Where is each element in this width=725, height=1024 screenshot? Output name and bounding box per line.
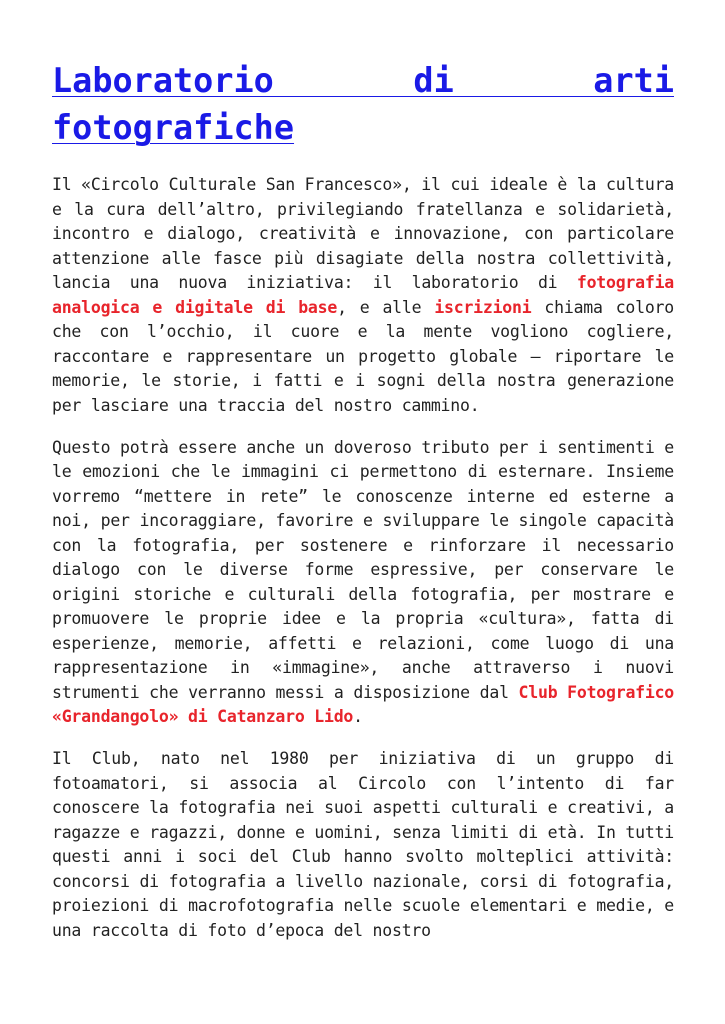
paragraph-1 [52,173,674,418]
highlight-iscrizioni[interactable]: iscrizioni [434,297,532,317]
highlight-fotografia-analogica[interactable]: fotografia analogica e digitale di base [52,273,674,317]
article [52,57,674,961]
article-title [52,57,674,151]
article-title-link[interactable]: Laboratorio di arti fotografiche [52,61,674,147]
paragraph-1-text-a: Il «Circolo Culturale San Francesco», il cui ideale è la cultura e la cura dell’altro, privilegiando fratellanza e solidarietà, incontro e dialogo, creatività e innovazione, con particolare attenzione alle fasce più disagiate della nostra collettività, lancia una nuova iniziativa: il laboratorio di [52,175,674,292]
paragraph-1-text-b: , e alle [337,297,435,317]
paragraph-1-text-c: chiama coloro che con l’occhio, il cuore e la mente vogliono cogliere, raccontare e rappresentare un progetto globale – riportare le memorie, le storie, i fatti e i sogni della nostra generazione per lasciare una traccia del nostro cammino. [52,297,674,415]
paragraph-2-text-b: . [353,707,363,726]
paragraph-2-text-a: Questo potrà essere anche un doveroso tributo per i sentimenti e le emozioni che le immagini ci permettono di esternare. Insieme vorremo “mettere in rete” le conoscenze interne ed esterne a noi, per incoraggiare, favorire e sviluppare le singole capacità con la fotografia, per sostenere e rinforzare il necessario dialogo con le diverse forme espressive, per conservare le origini storiche e culturali della fotografia, per mostrare e promuovere le proprie idee e la propria «cultura», fatta di esperienze, memorie, affetti e relazioni, come luogo di una rappresentazione in «immagine», anche attraverso i nuovi strumenti che verranno messi a disposizione dal [52,437,674,702]
highlight-club-fotografico[interactable]: Club Fotografico «Grandangolo» di Catanzaro Lido [52,682,675,726]
paragraph-3 [52,747,674,943]
paragraph-2 [52,436,674,730]
paragraph-3-text-a: Il Club, nato nel 1980 per iniziativa di un gruppo di fotoamatori, si associa al Circolo con l’intento di far conoscere la fotografia nei suoi aspetti culturali e creativi, a ragazze e ragazzi, donne e uomini, senza limiti di età. In tutti questi anni i soci del Club hanno svolto molteplici attività: concorsi di fotografia a livello nazionale, corsi di fotografia, proiezioni di macrofotografia nelle scuole elementari e medie, e una raccolta di foto d’epoca del nostro [52,749,674,940]
